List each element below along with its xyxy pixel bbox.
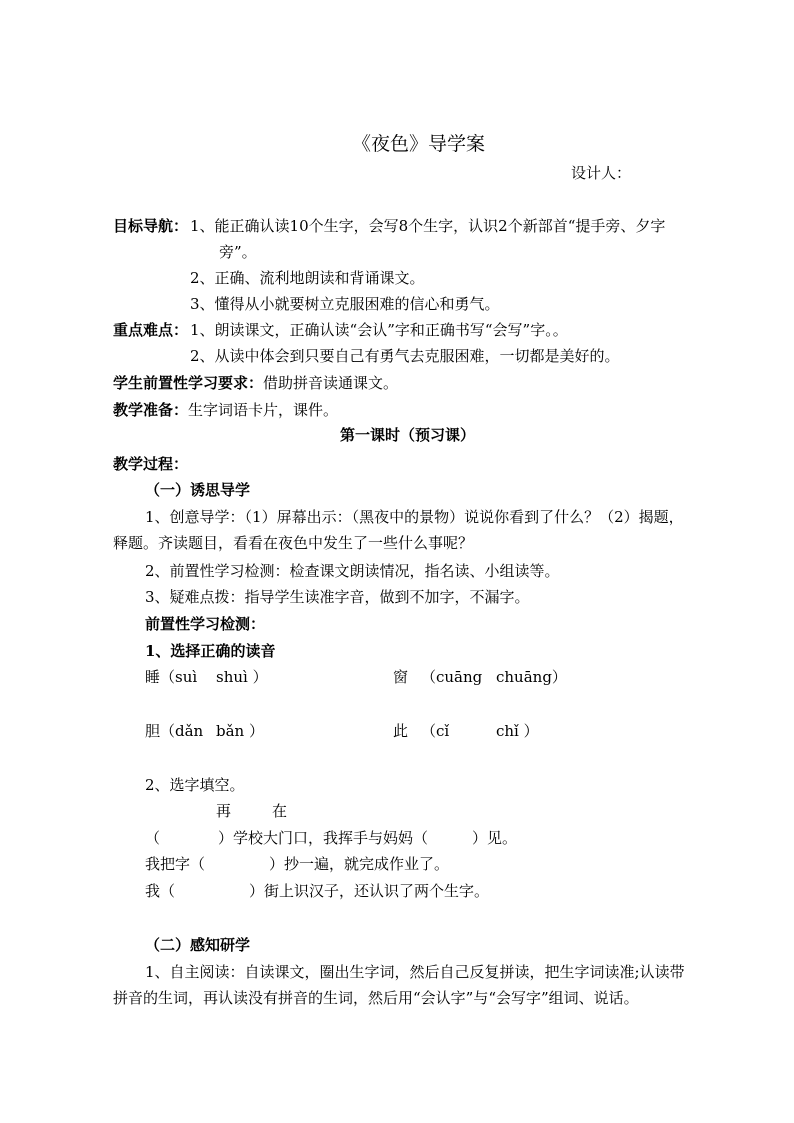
q2-sentence-2-part-b: ）抄一遍，就完成作业了。 <box>269 855 450 873</box>
preparation-text: 生字词语卡片，课件。 <box>188 401 339 419</box>
q2-sentence-1-part-a: （ <box>145 829 161 847</box>
key-point-2: 2、从读中体会到只要自己有勇气去克服困难，一切都是美好的。 <box>190 347 620 365</box>
q1-item-4-second: chǐ ） <box>496 722 539 740</box>
page-title: 《夜色》导学案 <box>352 133 486 155</box>
goal-item-1: 1、能正确认读10个生字，会写8个生字，认识2个新部首“提手旁、夕字 <box>190 217 666 235</box>
q1-heading: 1、选择正确的读音 <box>145 642 276 660</box>
q2-sentence-1-part-b: ）学校大门口，我挥手与妈妈（ <box>218 829 429 847</box>
q2-sentence-3-part-b: ）街上识汉子，还认识了两个生字。 <box>249 882 490 900</box>
q1-item-4-char: 此 <box>393 722 409 740</box>
check-heading: 前置性学习检测： <box>145 615 266 633</box>
q2-heading: 2、选字填空。 <box>145 776 245 794</box>
q2-sentence-1 <box>145 828 517 848</box>
q2-sentence-3-part-a: 我（ <box>145 882 176 900</box>
key-points-label: 重点难点： <box>113 321 189 339</box>
pre-requirement-label: 学生前置性学习要求： <box>113 374 264 392</box>
q1-item-1-first: 睡（suì <box>145 668 198 686</box>
q1-item-3-first: 胆（dǎn <box>145 722 204 740</box>
q2-sentence-1-part-c: ）见。 <box>472 829 518 847</box>
q1-item-4-first: （cǐ <box>421 722 450 740</box>
section-2-paragraph-1: 1、自主阅读：自读课文，圈出生字词，然后自己反复拼读，把生字词读准;认读带 <box>145 963 685 981</box>
q1-item-1-second: shuì ） <box>216 668 268 686</box>
q2-sentence-3 <box>145 881 489 901</box>
q2-choice-1: 再 <box>216 802 232 820</box>
section-1-paragraph-2: 2、前置性学习检测：检查课文朗读情况，指名读、小组读等。 <box>145 562 560 580</box>
q2-sentence-2 <box>145 854 449 874</box>
q1-item-2-second: chuāng） <box>496 668 567 686</box>
section-1-paragraph-1-continued: 释题。齐读题目，看看在夜色中发生了一些什么事呢？ <box>113 534 474 552</box>
designer-label: 设计人： <box>571 164 632 182</box>
q1-item-2-first: （cuāng <box>421 668 483 686</box>
lesson-heading: 第一课时（预习课） <box>340 426 476 444</box>
preparation-label: 教学准备： <box>113 401 189 419</box>
goal-item-2: 2、正确、流利地朗读和背诵课文。 <box>190 269 425 287</box>
goal-item-1-continued: 旁”。 <box>219 243 257 261</box>
section-2-paragraph-1-continued: 拼音的生词，再认读没有拼音的生词，然后用“会认字”与“会写字”组词、说话。 <box>113 989 639 1007</box>
section-1-paragraph-3: 3、疑难点拨：指导学生读准字音，做到不加字，不漏字。 <box>145 588 530 606</box>
q2-choice-2: 在 <box>272 802 288 820</box>
process-label: 教学过程： <box>113 455 189 473</box>
section-1-heading: （一）诱思导学 <box>145 481 251 499</box>
q1-item-2-char: 窗 <box>393 668 409 686</box>
q1-item-3-second: bǎn ） <box>216 722 264 740</box>
goal-item-3: 3、懂得从小就要树立克服困难的信心和勇气。 <box>190 295 500 313</box>
q2-sentence-2-part-a: 我把字（ <box>145 855 206 873</box>
section-1-paragraph-1: 1、创意导学：（1）屏幕出示：（黑夜中的景物）说说你看到了什么？（2）揭题， <box>145 508 684 526</box>
pre-requirement <box>113 373 398 393</box>
goals-label: 目标导航： <box>113 217 189 235</box>
preparation <box>113 400 338 420</box>
key-point-1: 1、朗读课文，正确认读“会认”字和正确书写“会写”字。。 <box>190 321 568 339</box>
pre-requirement-text: 借助拼音读通课文。 <box>263 374 399 392</box>
section-2-heading: （二）感知研学 <box>145 936 251 954</box>
